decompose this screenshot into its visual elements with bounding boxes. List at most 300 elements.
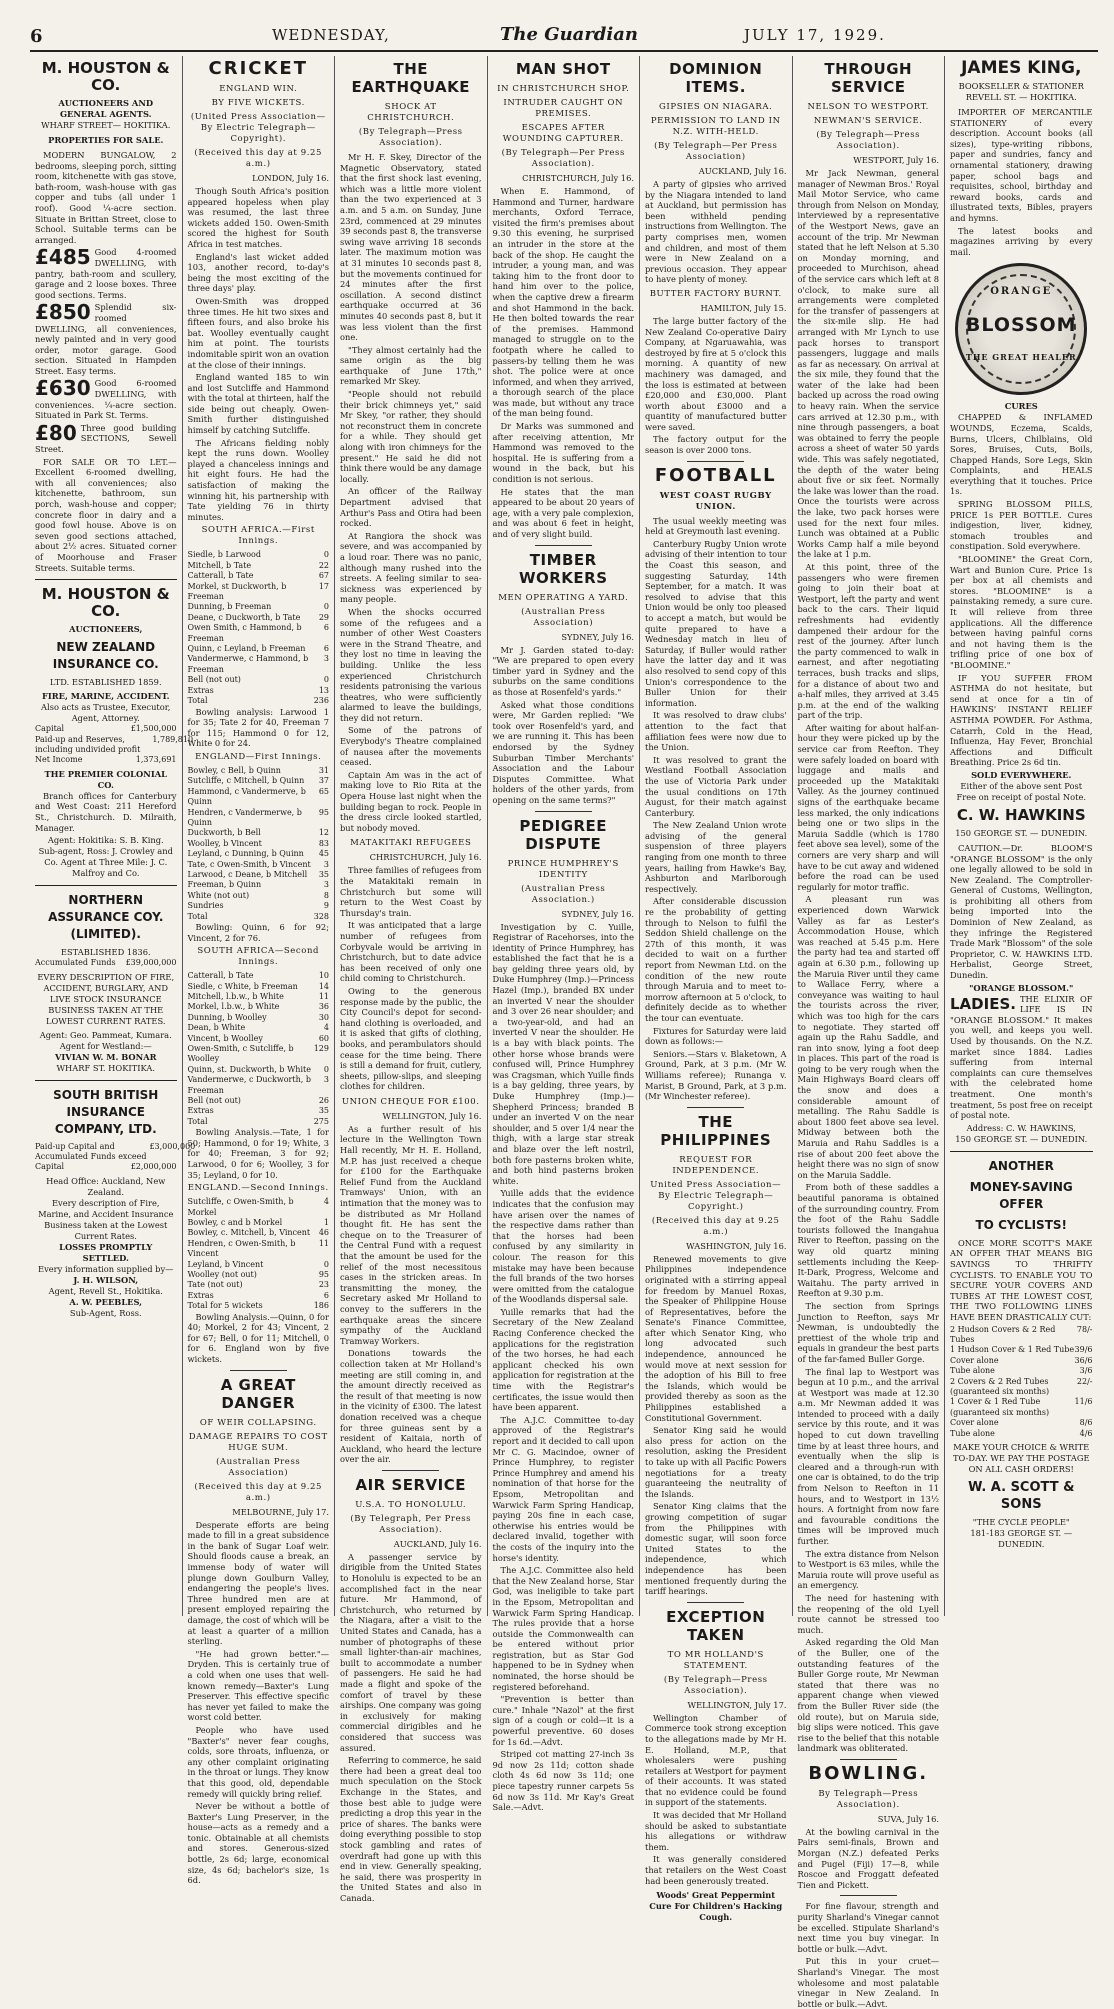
list-row bbox=[188, 1291, 330, 1301]
branch-offices: Branch offices for Canterbury and West Coast: 211 Hereford St., Christchurch. D. Milraith, Manager. bbox=[35, 790, 177, 833]
sbi-capital-label: Capital bbox=[35, 1162, 65, 1172]
list-row-label: Hammond, c Vandermerve, b Quinn bbox=[187, 786, 306, 807]
football-para: Seniors.—Stars v. Blaketown, A Ground, Park, at 3 p.m. (Mr W. Williams referee); Runanga v. Marist, B Ground, Park, at 3 p.m. (Mr Winchester referee). bbox=[645, 1048, 787, 1102]
dominion-sub1: GIPSIES ON NIAGARA. bbox=[659, 102, 773, 112]
emblem-word: BLOSSOM bbox=[965, 314, 1077, 337]
scott-tagline: "THE CYCLE PEOPLE" bbox=[972, 1516, 1070, 1527]
earthquake-sub: SHOCK AT CHRISTCHURCH. bbox=[367, 102, 455, 123]
column-2-cricket bbox=[183, 56, 336, 1886]
list-row bbox=[188, 602, 330, 612]
pedigree-headline: PEDIGREE DISPUTE bbox=[519, 816, 608, 853]
timber-dateline: SYDNEY, July 16. bbox=[561, 631, 634, 642]
cycle-price-list bbox=[950, 1325, 1093, 1439]
divider bbox=[35, 885, 177, 886]
list-row-value: 3/6 bbox=[1079, 1366, 1093, 1376]
list-row-label: Catterall, b Tate bbox=[187, 971, 254, 981]
houston-title: M. HOUSTON & CO. bbox=[41, 59, 170, 94]
list-row-label: Dean, b White bbox=[187, 1023, 246, 1033]
king-title: JAMES KING, bbox=[961, 58, 1082, 78]
list-row bbox=[950, 1377, 1093, 1398]
scorecard-heading: ENGLAND—First Innings. bbox=[195, 751, 322, 762]
list-row-label: Owen Smith, c Hammond, b Freeman bbox=[187, 623, 302, 643]
cricket-para: England's last wicket added 103, another record, to-day's being the most exciting of the three days' play. bbox=[187, 251, 329, 294]
earthquake-para: Some of the patrons of Everybody's Theatre complained of nausea after the movements ceased. bbox=[340, 725, 482, 768]
list-row-value: 36 bbox=[318, 1002, 329, 1012]
philippines-para: Renewed movements to give Philippines independence originated with a stirring appeal for freedom by Manuel Roxas, the Speaker of Philippine House of Representatives, before the Senate's Finance Committee, after which Senator King, who long advocated such independence, announced he would move at next session for the adoption of his Bill to free the Islands, which would be provided thereby as soon as the Philippines established a Constitutional Government. bbox=[645, 1253, 787, 1423]
earthquake-para: Mr H. F. Skey, Director of the Magnetic Observatory, stated that the first shock last evening, which was a little more violent than the two experienced at 3 a.m. and 5 a.m. on Sunday, June 23rd, commenced at 29 minutes 39 seconds past 8, the transverse swing wave arriving 18 seconds later. The maximum motion was at 31 minutes 10 seconds past 8, but the movements continued for 24 minutes after the first oscillation. A second distinct earthquake occurred at 36 minutes 40 seconds past 8, but it was less violent than the first one. bbox=[340, 152, 482, 343]
list-row bbox=[188, 1260, 330, 1270]
list-row bbox=[188, 1096, 330, 1106]
score-total-value: 328 bbox=[313, 911, 329, 921]
butter-heading: BUTTER FACTORY BURNT. bbox=[649, 288, 782, 299]
funds-value: £39,000,000 bbox=[125, 958, 177, 968]
refugees-dateline: CHRISTCHURCH, July 16. bbox=[369, 852, 482, 863]
air-service-dateline: AUCKLAND, July 16. bbox=[393, 1538, 482, 1549]
list-row-value: 13 bbox=[318, 685, 329, 695]
man-shot-para: When E. Hammond, of Hammond and Turner, hardware merchants, Oxford Terrace, visited the firm's premises about 9.30 this evening, he surprised an intruder in the store at the back of the shop. He caught the intruder, a young man, and was taking him to the front door to hand him over to the police, when the captive drew a firearm and shot Hammond in the back. He then bolted towards the rear of the premises. Hammond managed to struggle on to the footpath where he called to passers-by telling them he was shot. The police were at once informed, and when they arrived, a thorough search of the place was made, but without any trace of the man being found. bbox=[492, 186, 634, 419]
cricket-dateline: LONDON, July 16. bbox=[252, 173, 329, 183]
exception-sub: TO MR HOLLAND'S STATEMENT. bbox=[667, 1649, 764, 1671]
cheque-para: Donations towards the collection taken at Mr Holland's meeting are still coming in, and the amount directly received as the result of that meeting is now in the vicinity of £300. The latest donation received was a cheque for three guineas sent by a resident of Kaitaia, north of Auckland, who heard the lecture over the air. bbox=[340, 1348, 482, 1465]
sbi-every: Every description of Fire, Marine, and Accident Insurance Business taken at the Lowest Current Rates. bbox=[38, 1197, 174, 1241]
divider bbox=[382, 1470, 439, 1471]
list-row-label: Tate, c Owen-Smith, b Vincent bbox=[187, 859, 311, 869]
masthead-date: JULY 17, 1929. bbox=[744, 26, 886, 44]
ad-485-text: Good 4-roomed DWELLING, with pantry, bath-room and scullery, garage and 2 loose boxes. Three good sections. Terms. bbox=[35, 247, 177, 300]
list-row-value: 22 bbox=[318, 560, 329, 570]
list-row-value: 129 bbox=[313, 1044, 329, 1053]
funds-label: Accumulated Funds bbox=[35, 958, 116, 968]
baxter-ad: "He had grown better."—Dryden. This is certainly true of a cold when one uses that well-known remedy—Baxter's Lung Preserver. This effective specific has never yet failed to make the worst cold better. bbox=[187, 1648, 329, 1723]
ad-630-text: Good 6-roomed DWELLING, with conveniences. ¼-acre section. Situated in Park St. Terms. bbox=[35, 378, 177, 421]
list-row-value: 78/- bbox=[1076, 1324, 1093, 1334]
danger-sub1: OF WEIR COLLAPSING. bbox=[199, 1417, 317, 1428]
list-row-label: 1 Hudson Cover & 1 Red Tube bbox=[950, 1345, 1075, 1355]
list-row bbox=[188, 644, 330, 654]
cures-para: CHAPPED & INFLAMED WOUNDS, Eczema, Scalds, Burns, Ulcers, Chilblains, Old Sores, Bruises, Cuts, Boils, Chapped Hands, Sore Legs, Skin Complaints, and HEALS everything that it touches. Price 1s. bbox=[950, 412, 1093, 497]
caution-para: CAUTION.—Dr. BLOOM'S "ORANGE BLOSSOM" is the only one legally allowed to be sold in New Zealand. The Comptroller-General of Customs, Wellington, is prohibiting all others from being imported into the Dominion of New Zealand, as they infringe the Registered Trade Mark "Blossom" of the sole Proprietor, C. W. HAWKINS LTD. Herbalist, George Street, Dunedin. bbox=[950, 842, 1093, 981]
list-row-label: Woolley (not out) bbox=[187, 1270, 257, 1280]
list-row bbox=[188, 571, 330, 581]
offer-heading: MONEY-SAVING OFFER bbox=[969, 1179, 1073, 1211]
list-row bbox=[950, 1397, 1093, 1418]
dominion-dateline: AUCKLAND, July 16. bbox=[698, 166, 787, 176]
list-row-value: 23 bbox=[318, 1280, 329, 1290]
list-row bbox=[950, 1356, 1093, 1366]
timber-headline: TIMBER WORKERS bbox=[518, 550, 608, 587]
cheque-dateline: WELLINGTON, July 16. bbox=[382, 1110, 482, 1121]
agent-kumara: Agent: Geo. Pammeat, Kumara. Agent for Westland:— bbox=[39, 1029, 172, 1051]
cricket-para: Owen-Smith was dropped three times. He hit two sixes and fifteen fours, and also broke his bat. Woolley eventually caught him at point. The tourists indomitable spirit won an ovation at the close of their innings. bbox=[187, 295, 329, 370]
list-row-label: 2 Covers & 2 Red Tubes (guaranteed six months) bbox=[950, 1376, 1050, 1396]
philippines-sub: REQUEST FOR INDEPENDENCE. bbox=[672, 1154, 760, 1176]
football-para: Fixtures for Saturday were laid down as follows:— bbox=[645, 1025, 787, 1047]
houston2-title: M. HOUSTON & CO. bbox=[41, 585, 170, 621]
list-row-value: 60 bbox=[318, 1033, 329, 1043]
list-row-value: 31 bbox=[318, 765, 329, 775]
dominion-credit: (By Telegraph—Per Press Association) bbox=[654, 141, 778, 162]
list-row-value: 67 bbox=[318, 571, 329, 581]
list-row-label: Cover alone bbox=[950, 1355, 999, 1365]
list-row bbox=[188, 1218, 330, 1228]
divider bbox=[230, 1370, 287, 1371]
list-row bbox=[188, 1013, 330, 1023]
list-row-label: Mitchell, l.b.w., b White bbox=[187, 991, 284, 1001]
man-shot-sub2: INTRUDER CAUGHT ON PREMISES. bbox=[503, 98, 624, 119]
houston-sub: AUCTIONEERS AND GENERAL AGENTS. bbox=[58, 98, 154, 119]
through-service-para: Asked regarding the Old Man of the Buller, one of the outstanding features of the Buller Gorge route, Mr Newman stated that there was no apparent change when viewed from the Buller River side (the old route), but on Maruia side, big slips were noticed. This gave rise to the belief that this notable landmark was obliterated. bbox=[797, 1637, 939, 1754]
list-row bbox=[950, 1366, 1093, 1376]
list-row-value: 10 bbox=[318, 971, 329, 981]
dominion-headline: DOMINION ITEMS. bbox=[669, 60, 763, 96]
bowling-credit: By Telegraph—Press Association). bbox=[818, 1788, 919, 1810]
list-row-value: 11 bbox=[318, 1238, 329, 1248]
list-row-label: Bowley, c Bell, b Quinn bbox=[187, 765, 281, 775]
list-row-value: 37 bbox=[318, 776, 329, 786]
list-row bbox=[188, 880, 330, 890]
divider bbox=[35, 1080, 177, 1081]
list-row-label: Leyland, c Dunning, b Quinn bbox=[187, 849, 304, 859]
list-row-label: Duckworth, b Bell bbox=[187, 828, 261, 838]
earthquake-headline: THE EARTHQUAKE bbox=[351, 60, 470, 96]
divider bbox=[535, 811, 592, 812]
cyclists-heading: TO CYCLISTS! bbox=[975, 1217, 1067, 1232]
list-row-label: Larwood, c Deane, b Mitchell bbox=[187, 869, 308, 879]
list-row bbox=[188, 891, 330, 901]
list-row-label: Extras bbox=[187, 1290, 214, 1300]
price-630: £630 bbox=[35, 376, 91, 401]
through-service-para: Mr Jack Newman, general manager of Newman Bros.' Royal Mail Motor Service, who came through from Nelson on Monday, interviewed by a representative of the Westport News, gave an account of the trip. Mr Newman stated that he left Nelson at 5.30 on Monday morning, and proceeded to Murchison, ahead of the service cars which left at 8 o'clock, to make sure all arrangements were completed for the transfer of passengers at the six-mile slip. He had arranged with Mr Lynch to use pack horses to transport passengers, luggage and mails as far as necessary. On arrival at the six mile, they found that the water of the lake had been backed up across the road owing to heavy rain. When the service cars arrived at 12.30 p.m., with nine through passengers, a boat was obtained to ferry the people across a sheet of water 50 yards wide. This was safely negotiated, the depth of the water being about five or six feet. Normally the lake was lower than the road. Once the tourists were across the lake, two pack horses were used for the next four miles. Lunch was obtained at a Public Works Camp half a mile beyond the lake at 1 p.m. bbox=[797, 168, 939, 560]
danger-para: Desperate efforts are being made to fill in a great subsidence in the bank of Sugar Loaf weir. Should floods cause a break, an immense body of water will plunge down Goulburn Valley, endangering the people's lives. Three hundred men are at present employed repairing the damage, the cost of which will be at least a quarter of a million sterling. bbox=[187, 1519, 329, 1647]
capital-label: Capital bbox=[35, 724, 65, 734]
king-para: The latest books and magazines arriving by every mail. bbox=[950, 225, 1093, 257]
sbi-paid-label: Paid-up Capital and Accumulated Funds exceed bbox=[35, 1141, 147, 1161]
list-row bbox=[188, 870, 330, 880]
list-row-label: Morkel, st Duckworth, b Freeman bbox=[187, 581, 287, 602]
refugees-heading: MATAKITAKI REFUGEES bbox=[350, 838, 472, 849]
nz-insurance-title: NEW ZEALAND INSURANCE CO. bbox=[52, 640, 159, 672]
list-row-value: 39/6 bbox=[1074, 1345, 1093, 1355]
bowling-analysis: Bowling: Quinn, 6 for 92; Vincent, 2 for 76. bbox=[187, 921, 329, 943]
list-row bbox=[188, 992, 330, 1002]
list-row-value: 9 bbox=[323, 901, 329, 911]
hawkins-address: 150 GEORGE ST. — DUNEDIN. bbox=[955, 827, 1088, 838]
ladies-para: THE ELIXIR OF LIFE IS IN "ORANGE BLOSSOM." It makes you well, and keeps you well. Used by thousands. On the N.Z. market since 1884. Ladies suffering from internal complaints can cure themselves with the celebrated home treatment. One month's treatment, 5s post free on receipt of postal note. bbox=[950, 993, 1093, 1121]
hawkins-title: C. W. HAWKINS bbox=[956, 805, 1086, 824]
list-row-label: Tube alone bbox=[950, 1366, 995, 1376]
agent-hokitika: Agent: Hokitika: S. B. King. bbox=[47, 835, 164, 846]
pedigree-para: Yuille remarks that had the Secretary of the New Zealand Racing Conference checked the applications for the registration of the two horses, he had each applicant checked his own application for registration at the time with the Registrar's certificates, the issue would then have been apparent. bbox=[492, 1306, 634, 1413]
score-total-label: Total bbox=[187, 1116, 208, 1126]
list-row-label: Vandermerwe, c Duckworth, b Freeman bbox=[187, 1075, 311, 1095]
earthquake-para: An officer of the Railway Department advised that Arthur's Pass and Otira had been rocked. bbox=[340, 486, 482, 529]
list-row-label: Bowley, c and b Morkel bbox=[187, 1218, 283, 1228]
exception-para: It was generally considered that retailers on the West Coast had been generously treated. bbox=[645, 1854, 787, 1886]
list-row bbox=[188, 860, 330, 870]
list-row-value: 3 bbox=[323, 880, 329, 890]
agent-ross: Sub-agent, Ross: J. Crowley and Co. Agent at Three Mile: J. C. Malfroy and Co. bbox=[38, 846, 173, 879]
man-shot-sub3: ESCAPES AFTER WOUNDING CAPTURER. bbox=[502, 123, 624, 144]
divider bbox=[35, 579, 177, 580]
danger-received: (Received this day at 9.25 a.m.) bbox=[194, 1481, 323, 1503]
scorecard-sa1 bbox=[188, 550, 330, 696]
capital-value: £1,500,000 bbox=[130, 724, 177, 734]
list-row-label: Sundries bbox=[187, 901, 224, 911]
trustee-line: Also acts as Trustee, Executor, Agent, Attorney. bbox=[41, 702, 171, 724]
king-address: REVELL ST. — HOKITIKA. bbox=[965, 92, 1077, 102]
divider bbox=[687, 1107, 744, 1108]
cricket-sub2: BY FIVE WICKETS. bbox=[211, 98, 305, 108]
football-headline: FOOTBALL bbox=[654, 464, 777, 486]
man-shot-para: Dr Marks was summoned and after receiving attention, Mr Hammond was removed to the hospital. He is suffering from a wound in the back, but his condition is not serious. bbox=[492, 421, 634, 485]
emblem-top-text: ORANGE bbox=[990, 286, 1053, 298]
through-service-para: The section from Springs Junction to Reefton, says Mr Newman, is undoubtedly the prettiest of the whole trip and equals in grandeur the best parts of the far-famed Buller Gorge. bbox=[797, 1300, 939, 1364]
list-row-value: 65 bbox=[318, 786, 329, 796]
bloomine-ad: "BLOOMINE" the Great Corn, Wart and Bunion Cure. Price 1s per box at all chemists and stores. "BLOOMINE" is a painstaking remedy, a sure cure. It will relieve from three applications. All the difference between having painful corns and not having them is the trifling price of one box of "BLOOMINE." bbox=[950, 554, 1093, 670]
list-row-value: 0 bbox=[323, 1064, 329, 1074]
divider bbox=[687, 1602, 744, 1603]
column-7-ads bbox=[945, 56, 1098, 1616]
nz-insurance-est: LTD. ESTABLISHED 1859. bbox=[49, 677, 162, 688]
divider bbox=[535, 545, 592, 546]
masthead bbox=[30, 22, 1098, 52]
list-row bbox=[188, 1280, 330, 1290]
list-row bbox=[188, 1239, 330, 1260]
man-shot-dateline: CHRISTCHURCH, July 16. bbox=[522, 173, 634, 183]
through-service-dateline: WESTPORT, July 16. bbox=[853, 155, 939, 165]
pedigree-dateline: SYDNEY, July 16. bbox=[561, 908, 634, 919]
cricket-credit: (United Press Association—By Electric Telegraph—Copyright). bbox=[190, 112, 326, 144]
bowling-analysis: Bowling Analysis.—Tate, 1 for 50; Hammond, 0 for 19; White, 3 for 40; Freeman, 3 for 92; Larwood, 0 for 6; Woolley, 3 for 35; Leyland, 0 for 10. bbox=[187, 1127, 329, 1180]
list-row-value: 3 bbox=[323, 1075, 329, 1085]
cheque-para: As a further result of his lecture in the Wellington Town Hall recently, Mr H. E. Holland, M.P. has just received a cheque for £100 for the Earthquake Relief Fund from the Auckland Tramways' Union, with an intimation that the money was to be distributed as Mr Holland thought fit. He has sent the cheque on to the Treasurer of the Central Fund with a request that the amount be used for the relief of the most necessitous cases in the stricken areas. In transmitting the money, the Secretary asked Mr Holland to convey to the sufferers in the earthquake areas the sincere sympathy of the Auckland Tramway Workers. bbox=[340, 1123, 482, 1346]
sbi-title: SOUTH BRITISH INSURANCE COMPANY, LTD. bbox=[53, 1087, 159, 1136]
butter-para: The large butter factory of the New Zealand Co-operative Dairy Company, at Ngaruawahia, was destroyed by fire at 5 o'clock this morning. A quantity of new machinery was damaged, and the loss is estimated at between £20,000 and £30,000. Plant worth about £3000 and a quantity of manufactured butter were saved. bbox=[645, 315, 787, 432]
list-row bbox=[188, 686, 330, 696]
cures-heading: CURES bbox=[1004, 401, 1038, 412]
divider bbox=[950, 1151, 1093, 1152]
woods-ad: Woods' Great Peppermint Cure For Children's Hacking Cough. bbox=[649, 1890, 783, 1923]
list-row-label: Hendren, c Vandermerwe, b Quinn bbox=[187, 807, 302, 827]
air-service-credit: (By Telegraph, Per Press Association). bbox=[350, 1513, 472, 1535]
butter-para: The factory output for the season is over 2000 tons. bbox=[645, 434, 787, 456]
football-para: It was resolved to grant the Westland Football Association the use of Victoria Park under the usual conditions on 17th August, for their match against Canterbury. bbox=[645, 754, 787, 818]
danger-sub2: DAMAGE REPAIRS TO COST HUGE SUM. bbox=[188, 1431, 328, 1453]
post-free: Either of the above sent Post Free on receipt of postal Note. bbox=[956, 780, 1086, 802]
peebles-role: Sub-Agent, Ross. bbox=[69, 1307, 142, 1318]
list-row bbox=[188, 776, 330, 786]
paidup-label: Paid-up and Reserves, including undivided profit bbox=[35, 734, 141, 754]
list-row-label: Freeman, b Quinn bbox=[187, 880, 262, 890]
column-5-dominion bbox=[640, 56, 793, 1923]
list-row-label: Vandermerwe, c Hammond, b Freeman bbox=[187, 654, 309, 674]
orange-blossom-emblem-icon bbox=[955, 263, 1087, 395]
fire-marine: FIRE, MARINE, ACCIDENT. bbox=[42, 691, 170, 702]
cricket-sub1: ENGLAND WIN. bbox=[219, 84, 298, 94]
list-row-label: Bell (not out) bbox=[187, 1096, 241, 1106]
philippines-dateline: WASHINGTON, July 16. bbox=[686, 1240, 787, 1251]
ladies-word: LADIES. bbox=[950, 994, 1016, 1013]
list-row bbox=[950, 1345, 1093, 1355]
earthquake-para: "People should not rebuild their brick chimneys yet," said Mr Skey, "or rather, they should not reconstruct them in concrete for a while. They should get along with iron chimneys for the present." He said he did not think there would be any damage locally. bbox=[340, 389, 482, 484]
danger-headline: A GREAT DANGER bbox=[220, 1375, 296, 1412]
list-row-label: Quinn, st. Duckworth, b White bbox=[187, 1064, 311, 1074]
list-row bbox=[950, 1418, 1093, 1428]
philippines-para: Senator King said he would also press for action on the resolution, asking the President to take up with all Pacific Powers negotiations for a treaty guaranteeing the neutrality of the Islands. bbox=[645, 1425, 787, 1499]
list-row-label: 1 Cover & 1 Red Tube (guaranteed six months) bbox=[950, 1397, 1050, 1417]
football-sub: WEST COAST RUGBY UNION. bbox=[659, 490, 772, 512]
list-row bbox=[950, 1325, 1093, 1346]
pedigree-credit: (Australian Press Association.) bbox=[521, 883, 606, 905]
bowling-headline: BOWLING. bbox=[808, 1762, 929, 1784]
income-label: Net Income bbox=[35, 755, 83, 765]
list-row-value: 29 bbox=[318, 612, 329, 622]
list-row bbox=[188, 849, 330, 859]
list-row-value: 11/6 bbox=[1074, 1397, 1093, 1407]
hawkins-address-label: Address: C. W. HAWKINS, bbox=[966, 1122, 1076, 1133]
masthead-paper-name: The Guardian bbox=[500, 24, 638, 45]
list-row-value: 6 bbox=[323, 644, 329, 654]
pedigree-para: Investigation by C. Yuille, Registrar of Racehorses, into the identity of Prince Humphrey, has established the fact that he is a bay gelding three years old, by Duke Humphrey (Imp.)—Princess Hazel (Imp.), branded BX under an inverted V near the shoulder and 3 over 26 near shoulder; and a two-year-old, and had an inverted V near the shoulder. He is a bay with black points. The other horse whose brands were confused will, Prince Humphrey was Cragsman, which Yuille finds is a bay gelding, three years, by Duke Humphrey (Imp.)—Shepherd Princess; branded B under an inverted V on the near shoulder, and 5 over 1/4 near the thigh, with a large star streak and blaze over the left nostril, both fore pasterns broken white, and both hind pasterns broken white. bbox=[492, 921, 634, 1186]
timber-para: Mr J. Garden stated to-day: "We are prepared to open every timber yard in Sydney and the suburbs on the same conditions as those at Rosenfeld's yards." bbox=[492, 644, 634, 697]
list-row bbox=[188, 901, 330, 911]
divider bbox=[840, 1759, 897, 1760]
through-service-headline: THROUGH SERVICE bbox=[824, 60, 913, 96]
list-row-value: 26 bbox=[318, 1096, 329, 1106]
man-shot-headline: MAN SHOT bbox=[515, 60, 611, 78]
list-row-value: 35 bbox=[318, 1106, 329, 1116]
list-row-label: Bell (not out) bbox=[187, 675, 241, 685]
kay-sale-ad: Striped cot matting 27-inch 3s 9d now 2s 11d; cotton shade cloth 4s 6d now 3s 11d; one piece tapestry runner carpets 5s 6d now 3s 11d. Mr Kay's Great Sale.—Advt. bbox=[492, 1749, 634, 1813]
timber-para: Asked what those conditions were, Mr Garden replied: "We took over Rosenfeld's yard, and we are running it. This has been endorsed by the Sydney Suburban Timber Merchants' Association and the Labour Disputes Committee. What holders of the other yards, from opening on the same terms?" bbox=[492, 699, 634, 805]
list-row-value: 0 bbox=[323, 550, 329, 560]
through-service-sub1: NELSON TO WESTPORT. bbox=[807, 102, 929, 112]
list-row bbox=[188, 1002, 330, 1012]
list-row bbox=[188, 1023, 330, 1033]
earthquake-para: Captain Am was in the act of making love to Rio Rita at the Opera House last night when the building began to rock. People in the dress circle looked startled, but nobody moved. bbox=[340, 769, 482, 833]
exception-para: It was decided that Mr Holland should be asked to substantiate his allegations or withdraw them. bbox=[645, 1810, 787, 1852]
list-row-label: Hendren, c Owen-Smith, b Vincent bbox=[187, 1238, 296, 1259]
through-service-sub2: NEWMAN'S SERVICE. bbox=[813, 116, 923, 126]
timber-sub: MEN OPERATING A YARD. bbox=[498, 592, 629, 603]
list-row bbox=[188, 787, 330, 808]
spring-blossom-pills: SPRING BLOSSOM PILLS, PRICE 1s PER BOTTLE. Cures indigestion, liver, kidney, stomach troubles and constipation. Sold everywhere. bbox=[950, 499, 1093, 552]
philippines-para: Senator King claims that the growing competition of sugar from the Philippines with domestic sugar, will soon force United States to the independence, which independence has been mentioned frequently during the tariff hearings. bbox=[645, 1501, 787, 1597]
air-service-para: A passenger service by dirigible from the United States to Honolulu is expected to be an accomplished fact in the near future. Mr Hammond, of Christchurch, who returned by the Niagara, after a visit to the United States and Canada, has a number of photographs of these small lighter-than-air machines, built to accommodate a number of passengers. He said he had made a flight and spoke of the comfort of travel by these airships. One company was going in exclusively for making commercial dirigibles and he considered that success was assured. bbox=[340, 1551, 482, 1753]
houston-wharf: WHARF STREET— HOKITIKA. bbox=[41, 120, 171, 130]
dominion-sub2: PERMISSION TO LAND IN N.Z. WITH-HELD. bbox=[650, 116, 781, 137]
scorecard-heading: SOUTH AFRICA.—First Innings. bbox=[201, 525, 315, 547]
list-row-value: 17 bbox=[318, 581, 329, 591]
sold-everywhere: SOLD EVERYWHERE. bbox=[971, 769, 1072, 780]
list-row bbox=[188, 550, 330, 560]
sbi-capital-value: £2,000,000 bbox=[130, 1162, 177, 1172]
list-row bbox=[188, 1044, 330, 1065]
list-row-label: Cover alone bbox=[950, 1418, 999, 1428]
through-service-para: At this point, three of the passengers who were firemen going to join their boat at Westport, left the party and went back to the cars. Their liquid refreshments had evidently dampened their ardour for the rest of the journey. After lunch the party commenced to walk in earnest, and after negotiating terraces, bush tracks and slips, for a distance of about two and a-half miles, they arrived at 3.45 p.m. at the end of the walking part of the trip. bbox=[797, 561, 939, 721]
list-row-label: Mitchell, b Tate bbox=[187, 560, 252, 570]
list-row-label: Dunning, b Freeman bbox=[187, 602, 272, 612]
choice-line: MAKE YOUR CHOICE & WRITE TO-DAY. WE PAY THE POSTAGE ON ALL CASH ORDERS! bbox=[952, 1441, 1090, 1474]
price-485: £485 bbox=[35, 245, 91, 270]
columns bbox=[30, 56, 1098, 2009]
list-row-label: Bowley, c. Mitchell, b, Vincent bbox=[187, 1228, 311, 1238]
list-row-label: Catterall, b Tate bbox=[187, 571, 254, 581]
list-row bbox=[188, 1228, 330, 1238]
sbi-losses: LOSSES PROMPTLY SETTLED. bbox=[59, 1241, 153, 1263]
list-row bbox=[188, 582, 330, 603]
emblem-bottom-text: THE GREAT HEALER bbox=[965, 352, 1077, 363]
philippines-headline: THE PHILIPPINES bbox=[660, 1112, 772, 1149]
list-row-value: 46 bbox=[318, 1228, 329, 1238]
list-row-value: 4/6 bbox=[1079, 1428, 1093, 1438]
cheque-heading: UNION CHEQUE FOR £100. bbox=[341, 1096, 480, 1107]
list-row bbox=[188, 623, 330, 644]
scorecard-eng1 bbox=[188, 766, 330, 912]
king-sub: BOOKSELLER & STATIONER bbox=[958, 81, 1084, 91]
refugees-para: Owing to the generous response made by the public, the City Council's depot for second-hand clothing is overloaded, and it is asked that gifts of clothing, books, and perambulators should cease for the time being. There is still a demand for fruit, cutlery, sheets, pillow-slips, and sleeping clothes for children. bbox=[340, 985, 482, 1092]
divider bbox=[687, 461, 744, 462]
masthead-day: WEDNESDAY, bbox=[272, 26, 390, 44]
list-row-value: 45 bbox=[318, 849, 329, 859]
list-row-value: 3 bbox=[323, 859, 329, 869]
income-value: 1,373,691 bbox=[135, 755, 177, 765]
sbi-info: Every information supplied by— bbox=[38, 1263, 174, 1274]
scorecard-heading: SOUTH AFRICA—Second Innings. bbox=[197, 946, 320, 968]
butter-dateline: HAMILTON, July 15. bbox=[700, 302, 787, 313]
refugees-para: Three families of refugees from the Matakitaki remain in Christchurch but some will return to the West Coast by Thursday's train. bbox=[340, 865, 482, 918]
for-sale-heading: PROPERTIES FOR SALE. bbox=[48, 135, 164, 145]
baxter-ad: Never be without a bottle of Baxter's Lung Preserver, in the house—acts as a remedy and a tonic. Obtainable at all chemists and stores. Generous-sized bottle, 2s 6d; large, economical size, 4s 6d; bachelor's size, 1s 6d. bbox=[187, 1801, 329, 1886]
score-total-label: Total bbox=[187, 696, 208, 706]
list-row-label: Sutcliffe, c Mitchell, b Quinn bbox=[187, 776, 305, 786]
list-row-label: Quinn, c Leyland, b Freeman bbox=[187, 644, 306, 654]
list-row bbox=[188, 982, 330, 992]
peebles-name: A. W. PEEBLES, bbox=[69, 1296, 143, 1307]
list-row-label: Morkel, l.b.w., b White bbox=[187, 1002, 280, 1012]
earthquake-para: At Rangiora the shock was severe, and was accompanied by a loud roar. There was no panic, although many rushed into the streets. A feeling similar to sea-sickness was experienced by many people. bbox=[340, 530, 482, 605]
nazol-ad: "Prevention is better than cure." Inhale "Nazol" at the first sign of a cough or cold—it is a powerful preventive. 60 doses for 1s 6d.—Advt. bbox=[492, 1694, 634, 1747]
list-row-value: 4 bbox=[323, 1023, 329, 1033]
to-let-ad: FOR SALE OR TO LET.—Excellent 6-roomed dwelling, with all conveniences; also kitchenette, bathroom, sun porch, wash-house and copper; concrete floor in dairy and a good fowl house. Above is on seven good sections attached, about 2½ acres. Situated corner of Moorhouse and Fraser Streets. Suitable terms. bbox=[35, 456, 177, 573]
exception-headline: EXCEPTION TAKEN bbox=[666, 1607, 766, 1644]
man-shot-credit: (By Telegraph—Per Press Association). bbox=[501, 148, 625, 169]
list-row-label: Dunning, b Woolley bbox=[187, 1012, 267, 1022]
list-row-label: Woolley, b Vincent bbox=[187, 838, 262, 848]
list-row-value: 3 bbox=[323, 654, 329, 664]
earthquake-credit: (By Telegraph—Press Association). bbox=[358, 127, 463, 148]
man-shot-para: He states that the man appeared to be about 20 years of age, with a very pale complexion, and was about 6 feet in height, and of very slight build. bbox=[492, 486, 634, 539]
king-para: IMPORTER OF MERCANTILE STATIONERY of every description. Account books (all sizes), type-writing ribbons, paper and sundries, fancy and ornamental stationery, drawing paper, school bags and requisites, school, birthday and reward books, cards and illustrated texts, Bibles, prayers and hymns. bbox=[950, 107, 1093, 223]
list-row-value: 0 bbox=[323, 675, 329, 685]
list-row-value: 35 bbox=[318, 869, 329, 879]
philippines-received: (Received this day at 9.25 a.m.) bbox=[651, 1215, 780, 1237]
scorecard-sa2 bbox=[188, 971, 330, 1117]
through-service-credit: (By Telegraph—Press Association). bbox=[816, 130, 921, 151]
through-service-para: After waiting for about half-an-hour they were picked up by the service car from Reefton. They were safely loaded on board with luggage and mails and proceeded up the Matakitaki Valley. As the journey continued signs of the earthquake became less marked, the only indications being one or two slips in the Maruia Saddle (which is 1780 feet above sea level), some of the corners are very sharp and will have to be cut away and widened before the road can be used regularly for motor traffic. bbox=[797, 722, 939, 892]
exception-dateline: WELLINGTON, July 17. bbox=[687, 1699, 787, 1710]
list-row bbox=[188, 1075, 330, 1096]
list-row-label: Owen-Smith, c Sutcliffe, b Woolley bbox=[187, 1044, 294, 1064]
through-service-para: The need for hastening with the reopening of the old Lyell route cannot be stressed too much. bbox=[797, 1592, 939, 1635]
price-80: £80 bbox=[35, 420, 77, 445]
list-row-label: Vincent, b Woolley bbox=[187, 1033, 263, 1043]
page-number: 6 bbox=[30, 25, 43, 47]
column-3-earthquake bbox=[335, 56, 488, 1903]
list-row bbox=[188, 675, 330, 685]
scott-address: 181-183 GEORGE ST. — DUNEDIN. bbox=[970, 1527, 1073, 1549]
list-row-label: Deane, c Duckworth, b Tate bbox=[187, 612, 301, 622]
